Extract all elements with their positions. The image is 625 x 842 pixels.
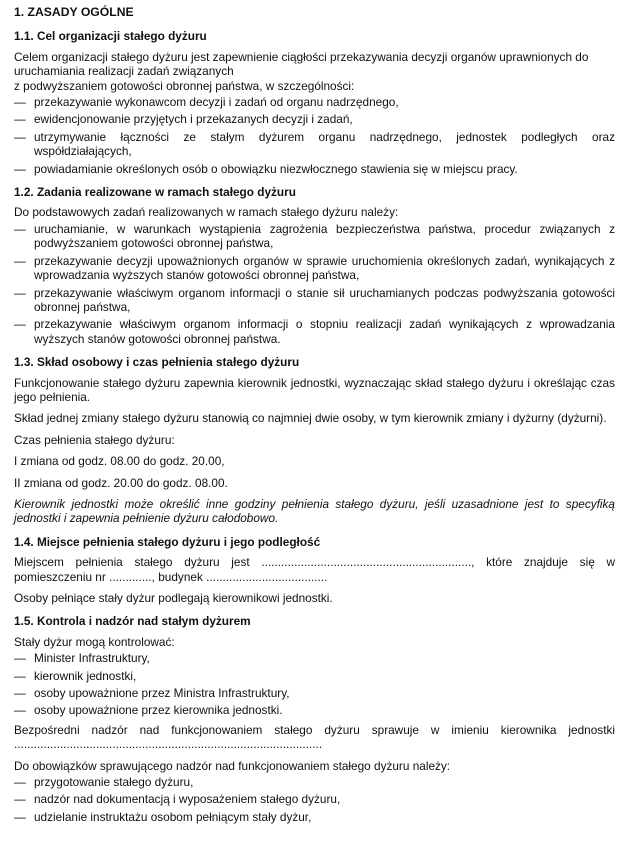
list-item: — osoby upoważnione przez Ministra Infrastruktury, — [14, 686, 615, 700]
section-heading-1-3: 1.3. Skład osobowy i czas pełnienia stałego dyżuru — [14, 355, 300, 370]
list-item: — ewidencjonowanie przyjętych i przekazanych decyzji i zadań, — [14, 112, 615, 126]
paragraph-1-3-a: Funkcjonowanie stałego dyżuru zapewnia kierownik jednostki, wyznaczając skład stałego dyżuru i określając czas jego pełnienia. — [14, 375, 615, 404]
shift-2: II zmiana od godz. 20.00 do godz. 08.00. — [14, 475, 228, 490]
paragraph-1-4-b: Osoby pełniące stały dyżur podlegają kierownikowi jednostki. — [14, 591, 333, 605]
paragraph-1-4-a: Miejscem pełnienia stałego dyżuru jest ................................................................, które znajduje się w pomieszczeniu nr ............., budynek ..................................... — [14, 555, 615, 584]
list-item: — utrzymywanie łączności ze stałym dyżurem organu nadrzędnego, jednostek podległych oraz współdziałających, — [14, 130, 615, 159]
list-item: — kierownik jednostki, — [14, 669, 615, 683]
paragraph-1-5-nadzor: Bezpośredni nadzór nad funkcjonowaniem stałego dyżuru sprawuje w imieniu kierownika jednostki .............................................................................................. — [14, 722, 615, 752]
list-1-2 — [14, 222, 615, 346]
paragraph-line: z podwyższaniem gotowości obronnej państwa, w szczególności: — [14, 78, 355, 93]
italic-note: Kierownik jednostki może określić inne godziny pełnienia stałego dyżuru, jeśli uzasadnione jest to specyfiką jednostki i zapewnia pełnienie dyżuru całodobowo. — [14, 496, 615, 526]
section-heading-1-2: 1.2. Zadania realizowane w ramach stałego dyżuru — [14, 185, 296, 200]
list-1-5 — [14, 651, 615, 718]
list-item: — przekazywanie decyzji upoważnionych organów w sprawie uruchomienia określonych zadań, wynikających z wprowadzania wyższych stanów gotowości obronnej państwa, — [14, 254, 615, 283]
section-heading-1-5: 1.5. Kontrola i nadzór nad stałym dyżurem — [14, 614, 251, 629]
paragraph-1-5-intro: Stały dyżur mogą kontrolować: — [14, 634, 175, 649]
paragraph-1-5-intro2: Do obowiązków sprawującego nadzór nad funkcjonowaniem stałego dyżuru należy: — [14, 758, 451, 773]
list-item: — przekazywanie wykonawcom decyzji i zadań od organu nadrzędnego, — [14, 95, 615, 109]
paragraph-1-3-b: Skład jednej zmiany stałego dyżuru stanowią co najmniej dwie osoby, w tym kierownik zmiany i dyżurny (dyżurni). — [14, 411, 607, 426]
list-item: — przekazywanie właściwym organom informacji o stanie sił uruchamianych podczas podwyższania gotowości obronnej państwa, — [14, 286, 615, 315]
paragraph-intro-1-1 — [14, 50, 615, 93]
paragraph-intro-1-2: Do podstawowych zadań realizowanych w ramach stałego dyżuru należy: — [14, 205, 399, 220]
list-1-1 — [14, 95, 615, 176]
list-item: — Minister Infrastruktury, — [14, 651, 615, 665]
section-heading-1-1: 1.1. Cel organizacji stałego dyżuru — [14, 29, 207, 44]
list-item: — uruchamianie, w warunkach wystąpienia zagrożenia bezpieczeństwa państwa, procedur związanych z podwyższaniem gotowości obronnej państwa, — [14, 222, 615, 251]
paragraph-line: Celem organizacji stałego dyżuru jest zapewnienie ciągłości przekazywania decyzji organów uprawnionych do uruchamiania realizacji zadań związanych — [14, 49, 589, 79]
list-1-5-b — [14, 775, 615, 824]
section-heading-1-4: 1.4. Miejsce pełnienia stałego dyżuru i jego podległość — [14, 534, 321, 549]
shift-1: I zmiana od godz. 08.00 do godz. 20.00, — [14, 454, 225, 469]
list-item: — powiadamianie określonych osób o obowiązku niezwłocznego stawienia się w miejscu pracy. — [14, 162, 615, 176]
list-item: — przekazywanie właściwym organom informacji o stopniu realizacji zadań wynikających z wprowadzania wyższych stanów gotowości obronnej państwa. — [14, 317, 615, 346]
paragraph-1-3-c: Czas pełnienia stałego dyżuru: — [14, 432, 175, 447]
document-title: 1. ZASADY OGÓLNE — [14, 5, 134, 19]
list-item: — osoby upoważnione przez kierownika jednostki. — [14, 703, 615, 717]
list-item: — nadzór nad dokumentacją i wyposażeniem stałego dyżuru, — [14, 792, 615, 806]
list-item: — przygotowanie stałego dyżuru, — [14, 775, 615, 789]
list-item: — udzielanie instruktażu osobom pełniącym stały dyżur, — [14, 810, 615, 824]
